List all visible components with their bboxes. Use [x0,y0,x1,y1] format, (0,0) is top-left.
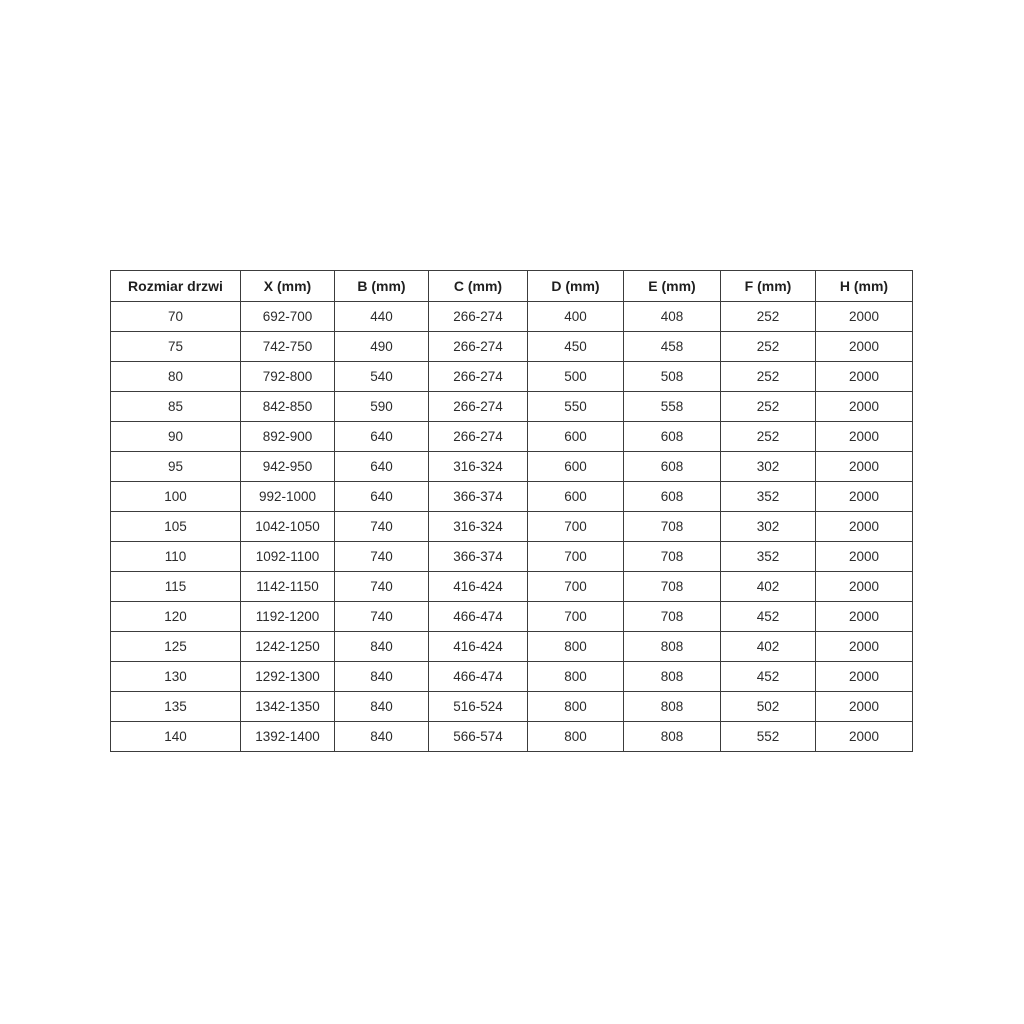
table-cell: 1392-1400 [241,722,335,752]
table-cell: 600 [528,422,624,452]
table-cell: 708 [624,542,721,572]
table-cell: 1042-1050 [241,512,335,542]
table-cell: 942-950 [241,452,335,482]
table-cell: 408 [624,302,721,332]
table-cell: 402 [721,632,816,662]
table-cell: 2000 [816,632,913,662]
table-cell: 600 [528,452,624,482]
table-row [111,512,913,542]
table-cell: 2000 [816,362,913,392]
table-cell: 266-274 [429,332,528,362]
table-cell: 2000 [816,482,913,512]
table-cell: 90 [111,422,241,452]
table-cell: 366-374 [429,482,528,512]
table-cell: 742-750 [241,332,335,362]
table-cell: 252 [721,302,816,332]
table-cell: 252 [721,362,816,392]
table-cell: 558 [624,392,721,422]
table-cell: 75 [111,332,241,362]
table-cell: 140 [111,722,241,752]
table-cell: 440 [335,302,429,332]
table-cell: 452 [721,662,816,692]
table-cell: 692-700 [241,302,335,332]
header-cell-x-mm: X (mm) [241,271,335,302]
table-cell: 842-850 [241,392,335,422]
table-cell: 110 [111,542,241,572]
table-cell: 266-274 [429,362,528,392]
table-row [111,662,913,692]
table-cell: 502 [721,692,816,722]
table-cell: 700 [528,602,624,632]
table-cell: 100 [111,482,241,512]
table-cell: 608 [624,452,721,482]
table-row [111,572,913,602]
table-cell: 608 [624,422,721,452]
table-body [111,302,913,752]
table-cell: 2000 [816,512,913,542]
table-cell: 302 [721,452,816,482]
header-cell-h-mm: H (mm) [816,271,913,302]
table-cell: 840 [335,662,429,692]
table-cell: 708 [624,512,721,542]
table-row [111,302,913,332]
header-cell-c-mm: C (mm) [429,271,528,302]
table-cell: 466-474 [429,602,528,632]
table-cell: 416-424 [429,632,528,662]
table-cell: 808 [624,632,721,662]
table-cell: 566-574 [429,722,528,752]
table-cell: 700 [528,512,624,542]
table-cell: 316-324 [429,512,528,542]
table-row [111,692,913,722]
table-cell: 552 [721,722,816,752]
table-cell: 808 [624,692,721,722]
table-cell: 792-800 [241,362,335,392]
table-cell: 316-324 [429,452,528,482]
header-cell-b-mm: B (mm) [335,271,429,302]
table-cell: 1142-1150 [241,572,335,602]
table-row [111,452,913,482]
table-cell: 1242-1250 [241,632,335,662]
table-cell: 550 [528,392,624,422]
table-cell: 252 [721,422,816,452]
table-cell: 85 [111,392,241,422]
table-row [111,482,913,512]
table-cell: 402 [721,572,816,602]
table-cell: 500 [528,362,624,392]
table-cell: 840 [335,692,429,722]
table-cell: 516-524 [429,692,528,722]
table-cell: 352 [721,542,816,572]
table-cell: 120 [111,602,241,632]
table-row [111,392,913,422]
table-cell: 70 [111,302,241,332]
table-cell: 266-274 [429,392,528,422]
table-cell: 266-274 [429,302,528,332]
table-cell: 640 [335,422,429,452]
table-cell: 366-374 [429,542,528,572]
table-row [111,722,913,752]
table-cell: 95 [111,452,241,482]
header-cell-e-mm: E (mm) [624,271,721,302]
table-cell: 2000 [816,392,913,422]
table-header-row [111,271,913,302]
table-cell: 808 [624,722,721,752]
table-cell: 540 [335,362,429,392]
table-cell: 302 [721,512,816,542]
table-cell: 1092-1100 [241,542,335,572]
table-cell: 740 [335,572,429,602]
table-cell: 2000 [816,722,913,752]
table-cell: 115 [111,572,241,602]
table-cell: 740 [335,542,429,572]
table-row [111,422,913,452]
table-cell: 708 [624,602,721,632]
table-cell: 700 [528,542,624,572]
table-cell: 450 [528,332,624,362]
table-cell: 800 [528,692,624,722]
header-cell-d-mm: D (mm) [528,271,624,302]
table-row [111,362,913,392]
table-cell: 2000 [816,662,913,692]
table-cell: 892-900 [241,422,335,452]
table-cell: 416-424 [429,572,528,602]
table-cell: 135 [111,692,241,722]
table-cell: 600 [528,482,624,512]
table-cell: 452 [721,602,816,632]
table-cell: 640 [335,482,429,512]
table-cell: 1192-1200 [241,602,335,632]
table-cell: 130 [111,662,241,692]
table-cell: 458 [624,332,721,362]
table-cell: 740 [335,602,429,632]
table-cell: 2000 [816,542,913,572]
table-row [111,632,913,662]
table-cell: 800 [528,722,624,752]
table-cell: 2000 [816,572,913,602]
header-cell-f-mm: F (mm) [721,271,816,302]
table-cell: 400 [528,302,624,332]
table-cell: 608 [624,482,721,512]
table-cell: 1292-1300 [241,662,335,692]
table-cell: 125 [111,632,241,662]
table-cell: 708 [624,572,721,602]
table-cell: 1342-1350 [241,692,335,722]
table-cell: 2000 [816,332,913,362]
table-cell: 252 [721,392,816,422]
table-cell: 840 [335,632,429,662]
table-row [111,542,913,572]
table-cell: 700 [528,572,624,602]
table-cell: 2000 [816,692,913,722]
table-cell: 2000 [816,602,913,632]
table-cell: 800 [528,662,624,692]
table-cell: 740 [335,512,429,542]
table-cell: 992-1000 [241,482,335,512]
table-cell: 105 [111,512,241,542]
table-row [111,602,913,632]
header-cell-rozmiar-drzwi: Rozmiar drzwi [111,271,241,302]
table-cell: 266-274 [429,422,528,452]
table-cell: 800 [528,632,624,662]
door-size-spec-table [110,270,913,752]
table-cell: 840 [335,722,429,752]
table-cell: 490 [335,332,429,362]
table-cell: 466-474 [429,662,528,692]
table-cell: 2000 [816,422,913,452]
table-cell: 808 [624,662,721,692]
table-cell: 640 [335,452,429,482]
table-cell: 352 [721,482,816,512]
table-cell: 80 [111,362,241,392]
table-cell: 590 [335,392,429,422]
table-row [111,332,913,362]
table-cell: 508 [624,362,721,392]
table-cell: 2000 [816,302,913,332]
table-cell: 252 [721,332,816,362]
table-cell: 2000 [816,452,913,482]
